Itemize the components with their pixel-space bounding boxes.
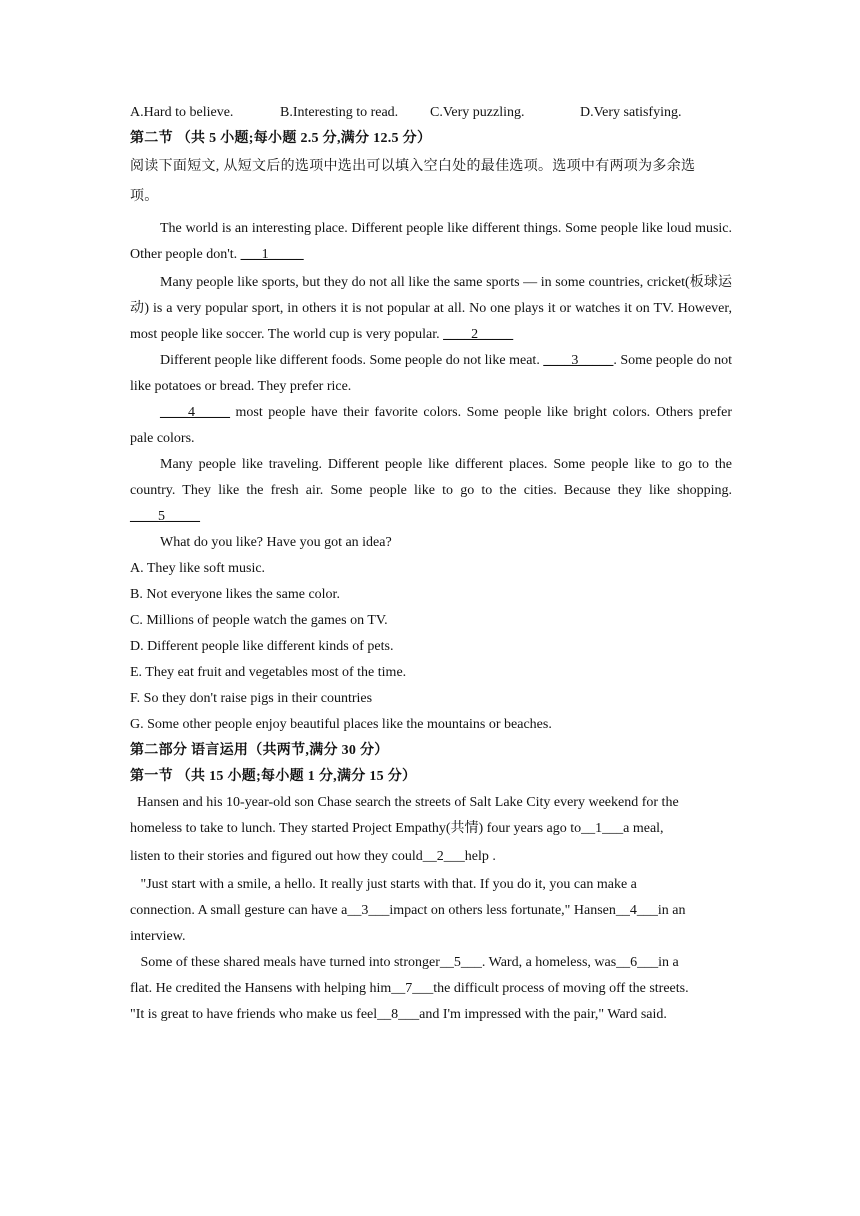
option-c: C.Very puzzling. [430, 105, 525, 120]
answer-option-a: A. They like soft music. [130, 561, 266, 576]
cloze-line: "It is great to have friends who make us feel__8___and I'm impressed with the pair," Ward said. [130, 1007, 667, 1022]
part2-heading: 第二部分 语言运用（共两节,满分 30 分） [130, 743, 389, 758]
section2-instruction-line2: 项。 [130, 189, 159, 204]
paragraph-3-text-b: people do not like potatoes or bread. They prefer rice. [130, 353, 732, 394]
blank-4: ____4_____ [160, 405, 230, 420]
option-a: A.Hard to believe. [130, 105, 234, 120]
paragraph-1-text-a: The world is an interesting place. Different people like different things. Some people like [160, 221, 663, 236]
paragraph-3-text-a-end: . Some [613, 353, 653, 368]
paragraph-3-text-a: Different people like different foods. Some people do not like meat. [160, 353, 544, 368]
option-d: D.Very satisfying. [580, 105, 682, 120]
passage-paragraph-5 [130, 452, 732, 530]
passage-paragraph-6: What do you like? Have you got an idea? [160, 535, 392, 550]
answer-option-f: F. So they don't raise pigs in their countries [130, 691, 373, 706]
blank-3: ____3_____ [543, 353, 614, 368]
section2-heading: 第二节 （共 5 小题;每小题 2.5 分,满分 12.5 分） [130, 131, 432, 146]
paragraph-5-text-a: Many people like traveling. Different people like different places. Some people like to go to [160, 457, 709, 472]
paragraph-4-text-a: most people have their favorite colors. Some people like bright colors. Others [230, 405, 694, 420]
answer-option-g: G. Some other people enjoy beautiful places like the mountains or beaches. [130, 717, 552, 732]
document-content [130, 100, 732, 1028]
answer-option-e: E. They eat fruit and vegetables most of the time. [130, 665, 407, 680]
answer-option-b: B. Not everyone likes the same color. [130, 587, 340, 602]
passage-paragraph-2 [130, 270, 732, 348]
cloze-line: Some of these shared meals have turned into stronger__5___. Ward, a homeless, was__6___in a [130, 955, 679, 970]
cloze-line: interview. [130, 929, 186, 944]
blank-1: ___1_____ [240, 247, 304, 262]
passage-paragraph-4 [130, 400, 732, 452]
blank-5: ____5_____ [130, 509, 200, 524]
paragraph-1-text-b: loud music. Other people don't. [130, 221, 733, 262]
cloze-line: connection. A small gesture can have a__3___impact on others less fortunate," Hansen__4___in an [130, 903, 686, 918]
paragraph-2-text-c: watches it on TV. However, most people like soccer. The world cup is very popular. [130, 301, 732, 342]
blank-2: ____2_____ [443, 327, 514, 342]
passage-paragraph-3 [130, 348, 732, 400]
paragraph-2-text-b: cricket(板球运动) is a very popular sport, in others it is not popular at all. No one plays it or [130, 275, 733, 316]
previous-question-options [130, 100, 732, 126]
cloze-line: Hansen and his 10-year-old son Chase search the streets of Salt Lake City every weekend for the [130, 795, 679, 810]
cloze-line: homeless to take to lunch. They started Project Empathy(共情) four years ago to__1___a meal, [130, 821, 664, 836]
answer-options-list [130, 556, 732, 738]
part2-section1-heading: 第一节 （共 15 小题;每小题 1 分,满分 15 分） [130, 769, 417, 784]
answer-option-c: C. Millions of people watch the games on TV. [130, 613, 388, 628]
section2-instruction-line1: 阅读下面短文, 从短文后的选项中选出可以填入空白处的最佳选项。选项中有两项为多余选 [130, 159, 696, 174]
passage-paragraph-1 [130, 216, 732, 268]
answer-option-d: D. Different people like different kinds of pets. [130, 639, 394, 654]
paragraph-5-text-b: the country. They like the fresh air. Some people like to go to the cities. Because they like [130, 457, 733, 498]
paragraph-5-text-c: shopping. [677, 483, 733, 498]
cloze-line: "Just start with a smile, a hello. It really just starts with that. If you do it, you can make a [130, 877, 637, 892]
cloze-passage [130, 790, 732, 1028]
paragraph-4-text-b: prefer pale colors. [130, 405, 732, 446]
paragraph-2-text-a: Many people like sports, but they do not all like the same sports — in some countries, [160, 275, 644, 290]
cloze-line: listen to their stories and figured out how they could__2___help . [130, 849, 496, 864]
option-b: B.Interesting to read. [280, 105, 399, 120]
cloze-line: flat. He credited the Hansens with helping him__7___the difficult process of moving off the streets. [130, 981, 689, 996]
